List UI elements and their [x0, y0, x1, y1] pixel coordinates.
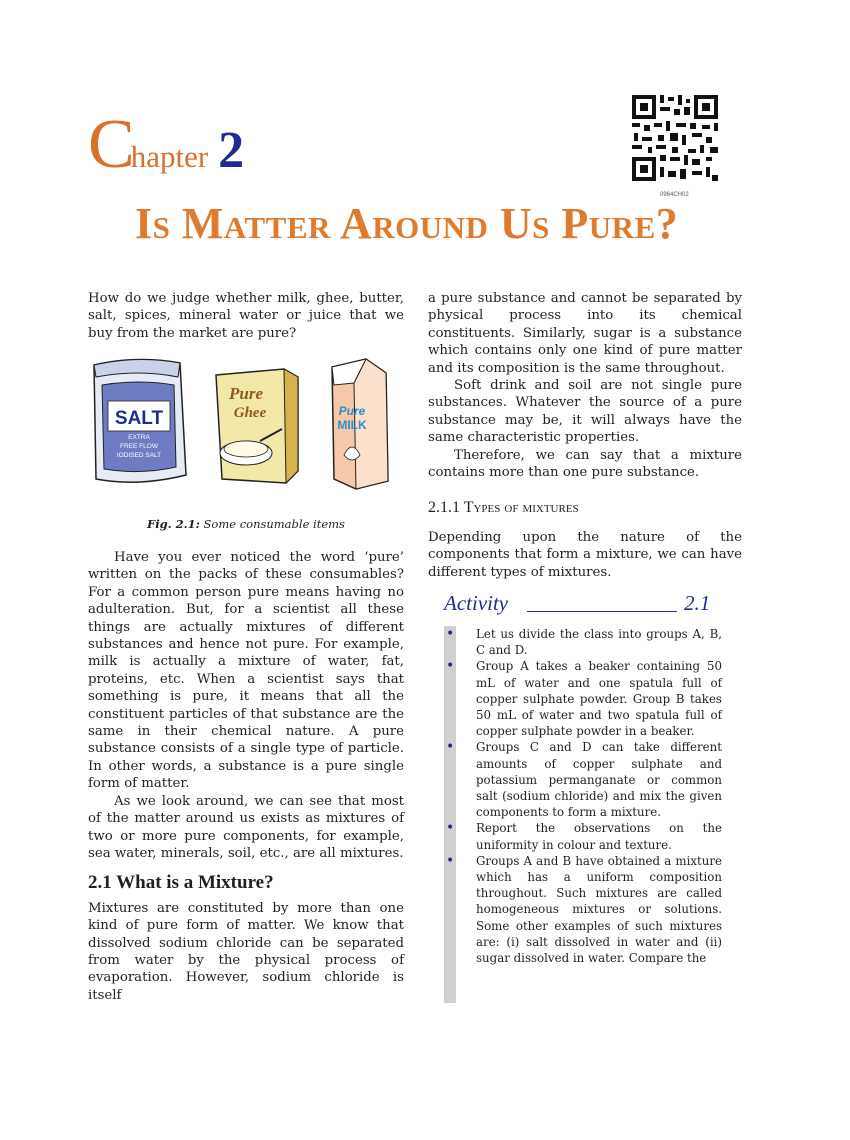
chapter-heading [88, 106, 245, 183]
intro-text: How do we judge whether milk, ghee, butter, salt, spices, mineral water or juice that we buy from the market are pure? [88, 291, 404, 341]
milk-label-1: Pure [338, 404, 366, 418]
figure-caption-text: Some consumable items [199, 517, 345, 531]
activity-rule [527, 611, 677, 612]
salt-label: SALT [114, 408, 164, 429]
ghee-box-icon [216, 369, 298, 483]
chapter-word: hapter [130, 139, 209, 174]
activity-item: • Groups C and D can take different amounts of copper sulphate and potassium permanganate or common salt (sodium chloride) and mix the given components to form a mixture. [476, 739, 722, 820]
qr-code-label: 0964CH02 [660, 192, 689, 198]
activity-number: 2.1 [684, 591, 711, 615]
ghee-label-2: Ghee [233, 405, 267, 421]
salt-bag-icon [94, 359, 186, 482]
activity-item: • Group A takes a beaker containing 50 mL of water and one spatula full of copper sulphate powder. Group B takes 50 mL of water and two spatula full of copper sulphate powder in a beaker. [476, 658, 722, 739]
salt-sub-2: FREE FLOW [120, 443, 158, 450]
chapter-title: Is Matter Around Us Pure? [135, 199, 679, 248]
section-2-1-heading: 2.1 What is a Mixture? [88, 872, 274, 894]
consumable-items-figure [88, 355, 404, 495]
ghee-label-1: Pure [229, 384, 263, 403]
paragraph-soft-drink: Soft drink and soil are not single pure substances. Whatever the source of a pure substance may be, it will always have the same characteristic properties. [428, 378, 742, 446]
paragraph-mixtures-around: As we look around, we can see that most of the matter around us exists as mixtures of two or more pure components, for example, sea water, minerals, soil, etc., are all mixtures. [88, 793, 404, 861]
activity-header [444, 591, 720, 616]
left-column-body [88, 549, 404, 1004]
activity-item: • Groups A and B have obtained a mixture which has a uniform composition throughout. Such mixtures are called homogeneous mixtures or solutions. Some other examples of such mixtures are: (i) salt dissolved in water and (ii) sugar dissolved in water. Compare the [476, 853, 722, 966]
salt-sub-1: EXTRA [128, 434, 150, 441]
milk-carton-icon [332, 359, 388, 489]
activity-sidebar [444, 626, 456, 1003]
activity-label: Activity [444, 591, 509, 615]
salt-sub-3: IODISED SALT [116, 452, 162, 459]
activity-item: • Let us divide the class into groups A, B, C and D. [476, 626, 722, 658]
paragraph-therefore: Therefore, we can say that a mixture contains more than one pure substance. [428, 447, 742, 481]
figure-caption [88, 517, 404, 531]
chapter-initial: C [88, 106, 135, 183]
paragraph-pure-substance: a pure substance and cannot be separated by physical process into its chemical constituents. Similarly, sugar is a substance which contains only one kind of pure matter and its composition is the same throughout. [428, 291, 742, 376]
section-2-1-1-text: Depending upon the nature of the components that form a mixture, we can have different types of mixtures. [428, 530, 742, 580]
activity-item: • Report the observations on the uniformity in colour and texture. [476, 820, 722, 852]
section-2-1-text: Mixtures are constituted by more than one kind of pure form of matter. We know that dissolved sodium chloride can be separated from water by the physical process of evaporation. However, sodium chloride is itself [88, 900, 404, 1003]
section-2-1-1-heading: 2.1.1 Types of mixtures [428, 499, 579, 516]
chapter-number: 2 [218, 122, 245, 179]
intro-paragraph [88, 290, 404, 342]
milk-label-2: MILK [337, 418, 367, 432]
paragraph-pure-word: Have you ever noticed the word ‘pure’ written on the packs of these consumables? For a common person pure means having no adulteration. But, for a scientist all these things are actually mixtures of different substances and hence not pure. For example, milk is actually a mixture of water, fat, proteins, etc. When a scientist says that something is pure, it means that all the constituent particles of that substance are the same in their chemical nature. A pure substance consists of a single type of particle. In other words, a substance is a pure single form of matter. [88, 550, 404, 792]
figure-number: Fig. 2.1: [147, 517, 200, 531]
right-column-body [428, 290, 742, 481]
qr-code-icon[interactable] [630, 93, 720, 183]
activity-list [476, 626, 722, 966]
